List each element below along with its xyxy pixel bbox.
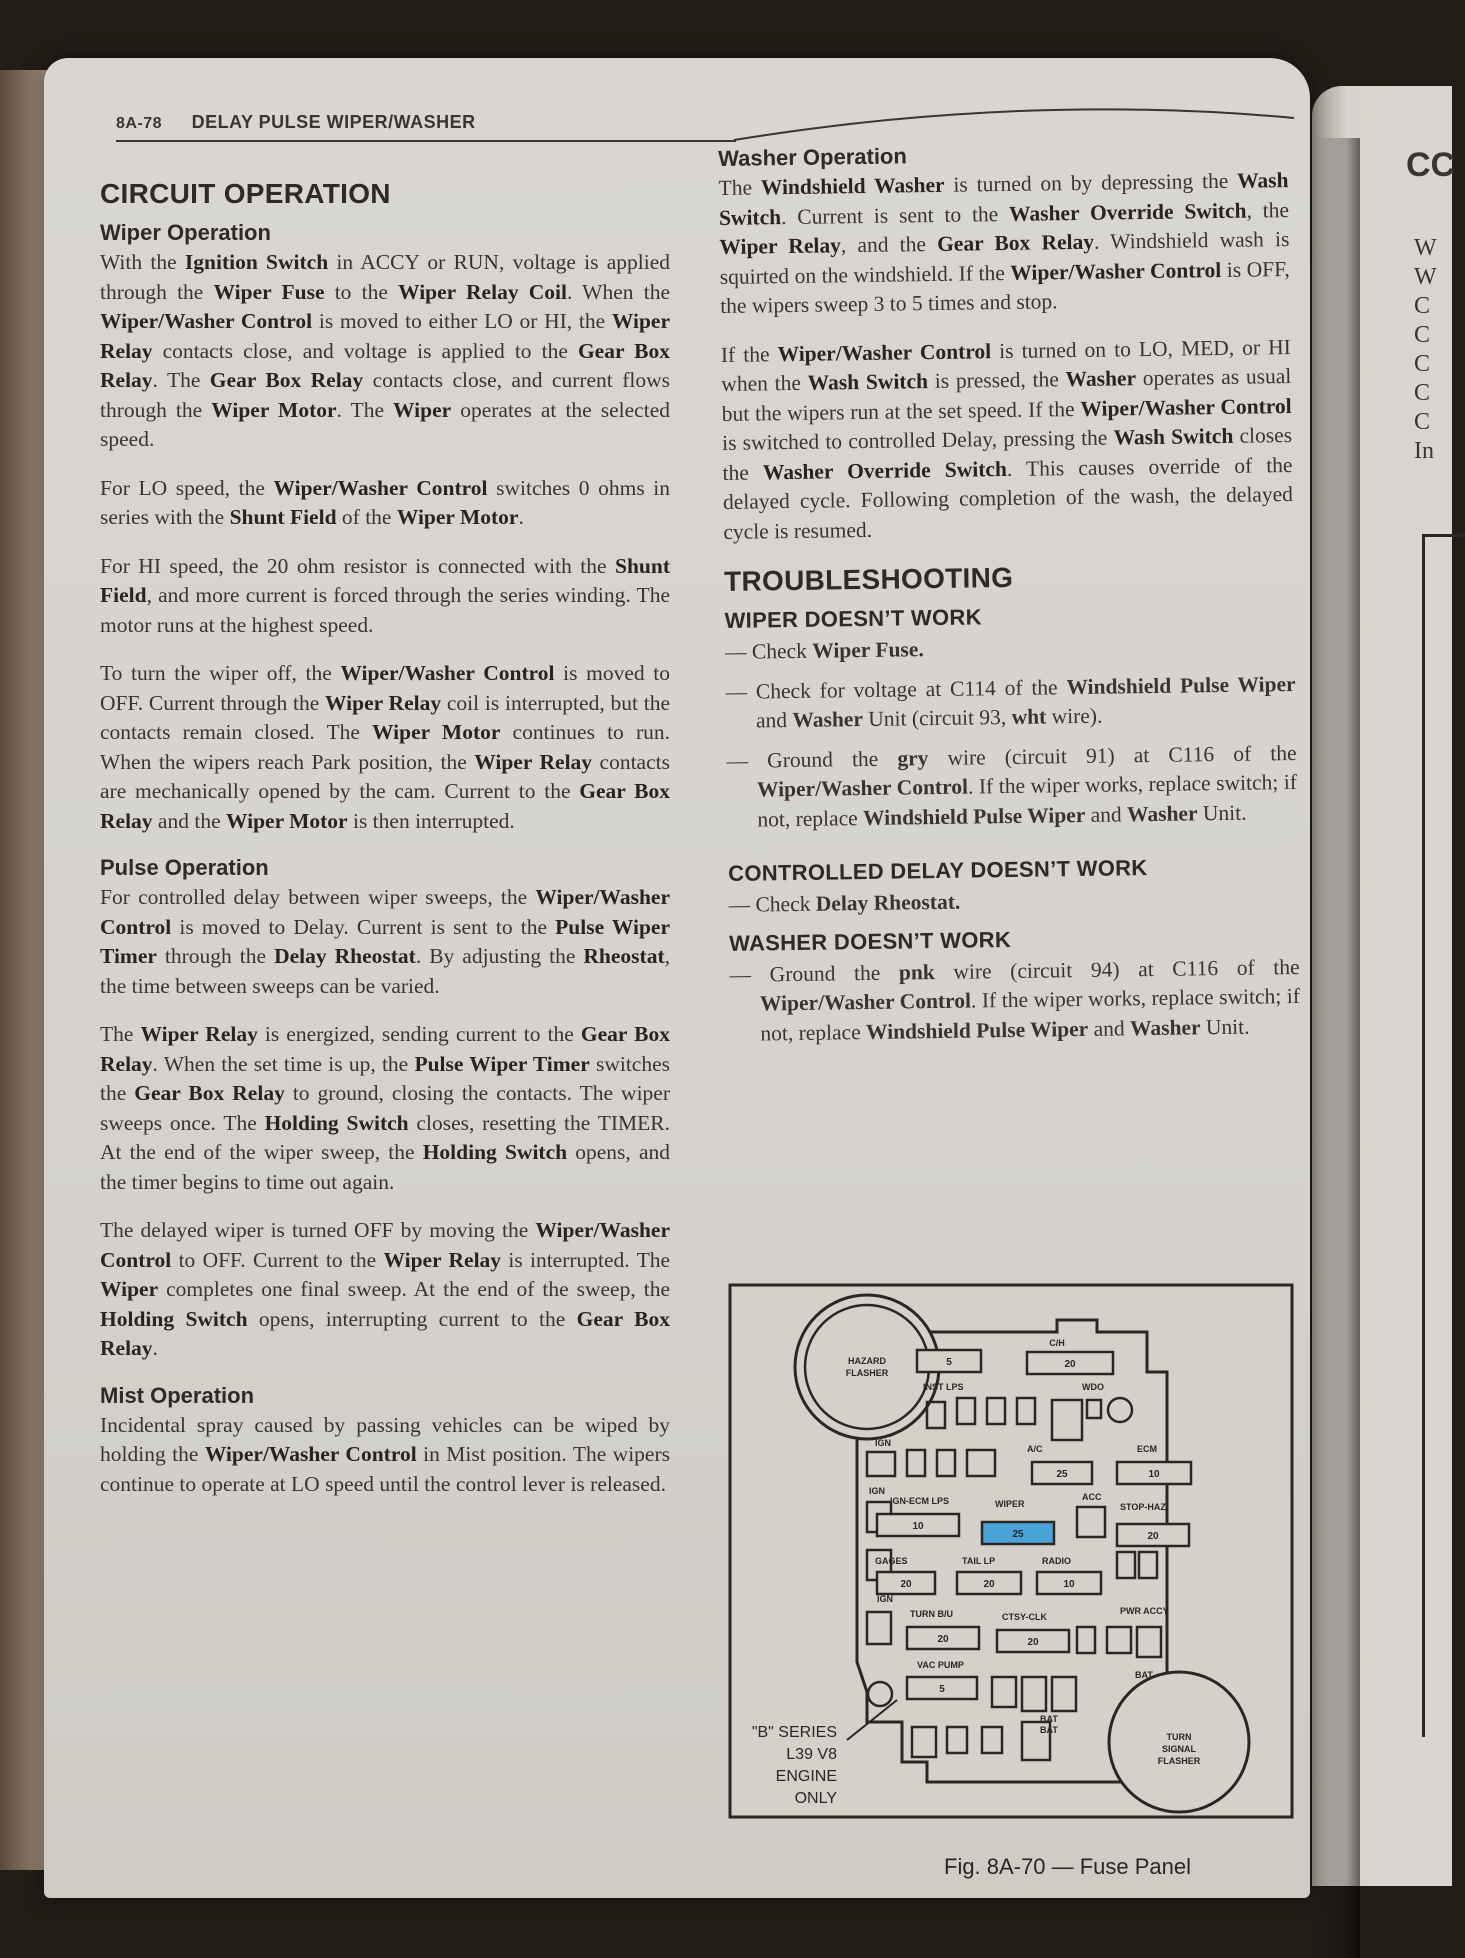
panel-label-bat2: BAT [1040,1714,1058,1724]
panel-label-radio: RADIO [1042,1556,1071,1566]
panel-label-ctsy-clk: CTSY-CLK [1002,1612,1047,1622]
paragraph: With the Ignition Switch in ACCY or RUN, voltage is applied through the Wiper Fuse to the Wiper Relay Coil. When the Wiper/Washer Control is moved to either LO or HI, the Wiper Relay contacts close, and voltage is applied to the Gear Box Relay. The Gear Box Relay contacts close, and current flows through the Wiper Motor. The Wiper operates at the selected speed. [100,250,670,451]
paragraph: For controlled delay between wiper sweeps, the Wiper/Washer Control is moved to Delay. Current is sent to the Pulse Wiper Timer through the Delay Rheostat. By adjusting the Rheostat, the time between sweeps can be varied. [100,885,670,998]
series-note-line: ONLY [794,1790,837,1807]
paragraph: To turn the wiper off, the Wiper/Washer Control is moved to OFF. Current through the Wiper Relay coil is interrupted, but the contacts remain closed. The Wiper Motor continues to run. When the wipers reach Park position, the Wiper Relay contacts are mechanically opened by the cam. Current to the Gear Box Relay and the Wiper Motor is then interrupted. [100,661,670,833]
section-heading: TROUBLESHOOTING [723,561,1014,597]
svg-text:5: 5 [946,1357,952,1368]
next-page-box [1422,534,1465,1737]
fuse-inst-lps [917,1350,981,1372]
paragraph: The Windshield Washer is turned on by depressing the Wash Switch. Current is sent to the Washer Override Switch, the Wiper Relay, and the Gear Box Relay. Windshield wash is squirted on the windshield. If the Wiper/Washer Control is OFF, the wipers sweep 3 to 5 times and stop. [718,168,1290,318]
next-page-letter: C [1414,380,1431,406]
fuse-wiper [982,1522,1054,1544]
subsection-heading: Pulse Operation [100,855,269,880]
page-number: 8A-78 [116,115,163,132]
panel-label-tail-lp: TAIL LP [962,1556,996,1566]
trouble-heading: CONTROLLED DELAY DOESN’T WORK [727,855,1148,886]
page-header [116,112,476,133]
panel-label-bat1: BAT [1135,1670,1153,1680]
series-note-line: L39 V8 [786,1746,837,1763]
panel-label-vac-pump: VAC PUMP [917,1660,964,1670]
panel-label-ecm: ECM [1137,1444,1157,1454]
figure-caption: Fig. 8A-70 — Fuse Panel [944,1854,1192,1879]
panel-label-stop-haz: STOP-HAZ [1120,1502,1166,1512]
fuse-stop-haz [1117,1524,1189,1546]
next-page-letter: C [1414,409,1431,435]
paragraph: The Wiper Relay is energized, sending current to the Gear Box Relay. When the set time is up, the Pulse Wiper Timer switches the Gear Box Relay to ground, closing the contacts. The wiper sweeps once. The Holding Switch closes, resetting the TIMER. At the end of the wiper sweep, the Holding Switch opens, and the timer begins to time out again. [100,1022,671,1194]
panel-label-ign-ecm-lps: IGN-ECM LPS [890,1496,950,1506]
svg-text:25: 25 [1056,1469,1068,1480]
panel-label-wdo: WDO [1082,1382,1104,1392]
panel-label-gages: GAGES [875,1556,908,1566]
paragraph: The delayed wiper is turned OFF by moving the Wiper/Washer Control to OFF. Current to the Wiper Relay is interrupted. The Wiper completes one final sweep. At the end of the sweep, the Holding Switch opens, interrupting current to the Gear Box Relay. [100,1218,670,1360]
panel-label-turn-signal: TURN [1166,1732,1192,1742]
fuse-ign-ecm-lps [877,1514,959,1536]
manual-page [44,58,1310,1898]
check-item: — Check for voltage at C114 of the Windshield Pulse Wiper and Washer Unit (circuit 93, wht wire). [725,671,1296,733]
panel-label-ch: C/H [1049,1338,1065,1348]
svg-text:20: 20 [1064,1359,1076,1370]
fuse-radio [1037,1572,1101,1594]
next-page-letter: C [1414,351,1431,377]
fuse-panel-diagram [727,1282,1297,1822]
paragraph: Incidental spray caused by passing vehicles can be wiped by holding the Wiper/Washer Control in Mist position. The wipers continue to operate at LO speed until the control lever is released. [100,1412,670,1496]
panel-label-ac: A/C [1027,1444,1043,1454]
panel-label-ign2: IGN [869,1486,886,1496]
panel-label-hazard: HAZARD [848,1356,886,1366]
series-note-line: ENGINE [775,1768,837,1785]
subsection-heading: Wiper Operation [100,220,271,245]
svg-text:25: 25 [1012,1529,1024,1540]
next-page-letter: W [1414,264,1437,290]
fuse-vac-pump [907,1677,977,1699]
next-page-letters [1414,234,1454,466]
fuse-ch [1027,1352,1113,1374]
page-shadow [1314,138,1360,1958]
panel-label-turn-bu: TURN B/U [910,1609,953,1619]
series-note-line: "B" SERIES [751,1724,837,1741]
svg-text:10: 10 [1148,1469,1160,1480]
check-item: — Check Wiper Fuse. [724,637,924,664]
svg-text:10: 10 [1063,1579,1075,1590]
next-page-title: CC [1406,146,1456,184]
panel-label-turn-signal: FLASHER [1157,1756,1201,1766]
panel-label-ign1: IGN [875,1438,892,1448]
page-section-title: DELAY PULSE WIPER/WASHER [191,112,476,132]
paragraph: For LO speed, the Wiper/Washer Control switches 0 ohms in series with the Shunt Field of the Wiper Motor. [100,475,670,529]
panel-label-turn-signal: SIGNAL [1161,1744,1197,1754]
paragraph: If the Wiper/Washer Control is turned on to LO, MED, or HI when the Wash Switch is pressed, the Washer operates as usual but the wipers run at the set speed. If the Wiper/Washer Control is switched to controlled Delay, pressing the Wash Switch closes the Washer Override Switch. This causes override of the delayed cycle. Following completion of the wash, the delayed cycle is resumed. [720,334,1294,544]
next-page-letter: C [1414,293,1431,319]
svg-text:5: 5 [939,1684,945,1695]
panel-label-wiper: WIPER [995,1499,1025,1509]
panel-label-acc: ACC [1082,1492,1102,1502]
svg-text:20: 20 [1147,1531,1159,1542]
check-item: — Ground the pnk wire (circuit 94) at C116 of the Wiper/Washer Control. If the wiper works, replace switch; if not, replace Windshield Pulse Wiper and Washer Unit. [729,954,1301,1045]
right-column [718,138,1301,1059]
subsection-heading: Mist Operation [100,1382,255,1408]
subsection-heading: Washer Operation [718,143,908,171]
svg-text:20: 20 [900,1579,912,1590]
check-item: — Ground the gry wire (circuit 91) at C116 of the Wiper/Washer Control. If the wiper works, replace switch; if not, replace Windshield Pulse Wiper and Washer Unit. [726,740,1298,832]
next-page-letter: W [1414,235,1437,261]
fuse-turn-bu [907,1627,979,1649]
panel-label-bat3: BAT [1040,1725,1058,1735]
paragraph: For HI speed, the 20 ohm resistor is connected with the Shunt Field, and more current is forced through the series winding. The motor runs at the highest speed. [100,553,670,637]
next-page-letter: In [1414,438,1434,464]
fuse-ac [1032,1462,1092,1484]
left-column [100,178,670,1518]
panel-label-hazard: FLASHER [845,1368,889,1378]
panel-label-pwr-accy: PWR ACCY [1120,1606,1169,1616]
trouble-heading: WIPER DOESN’T WORK [724,604,982,633]
svg-text:20: 20 [983,1579,995,1590]
svg-text:20: 20 [937,1634,949,1645]
svg-text:20: 20 [1027,1637,1039,1648]
panel-label-ign3: IGN [877,1594,894,1604]
fuse-gages [877,1572,935,1594]
trouble-heading: WASHER DOESN’T WORK [728,926,1012,956]
fuse-ecm [1117,1462,1191,1484]
header-rule [116,140,736,142]
svg-text:10: 10 [912,1521,924,1532]
fuse-ctsy-clk [997,1630,1069,1652]
fuse-tail-lp [957,1572,1021,1594]
check-item: — Check Delay Rheostat. [728,889,961,917]
section-heading: CIRCUIT OPERATION [100,178,391,209]
next-page-letter: C [1414,322,1431,348]
panel-label-inst-lps: INST LPS [923,1382,964,1392]
